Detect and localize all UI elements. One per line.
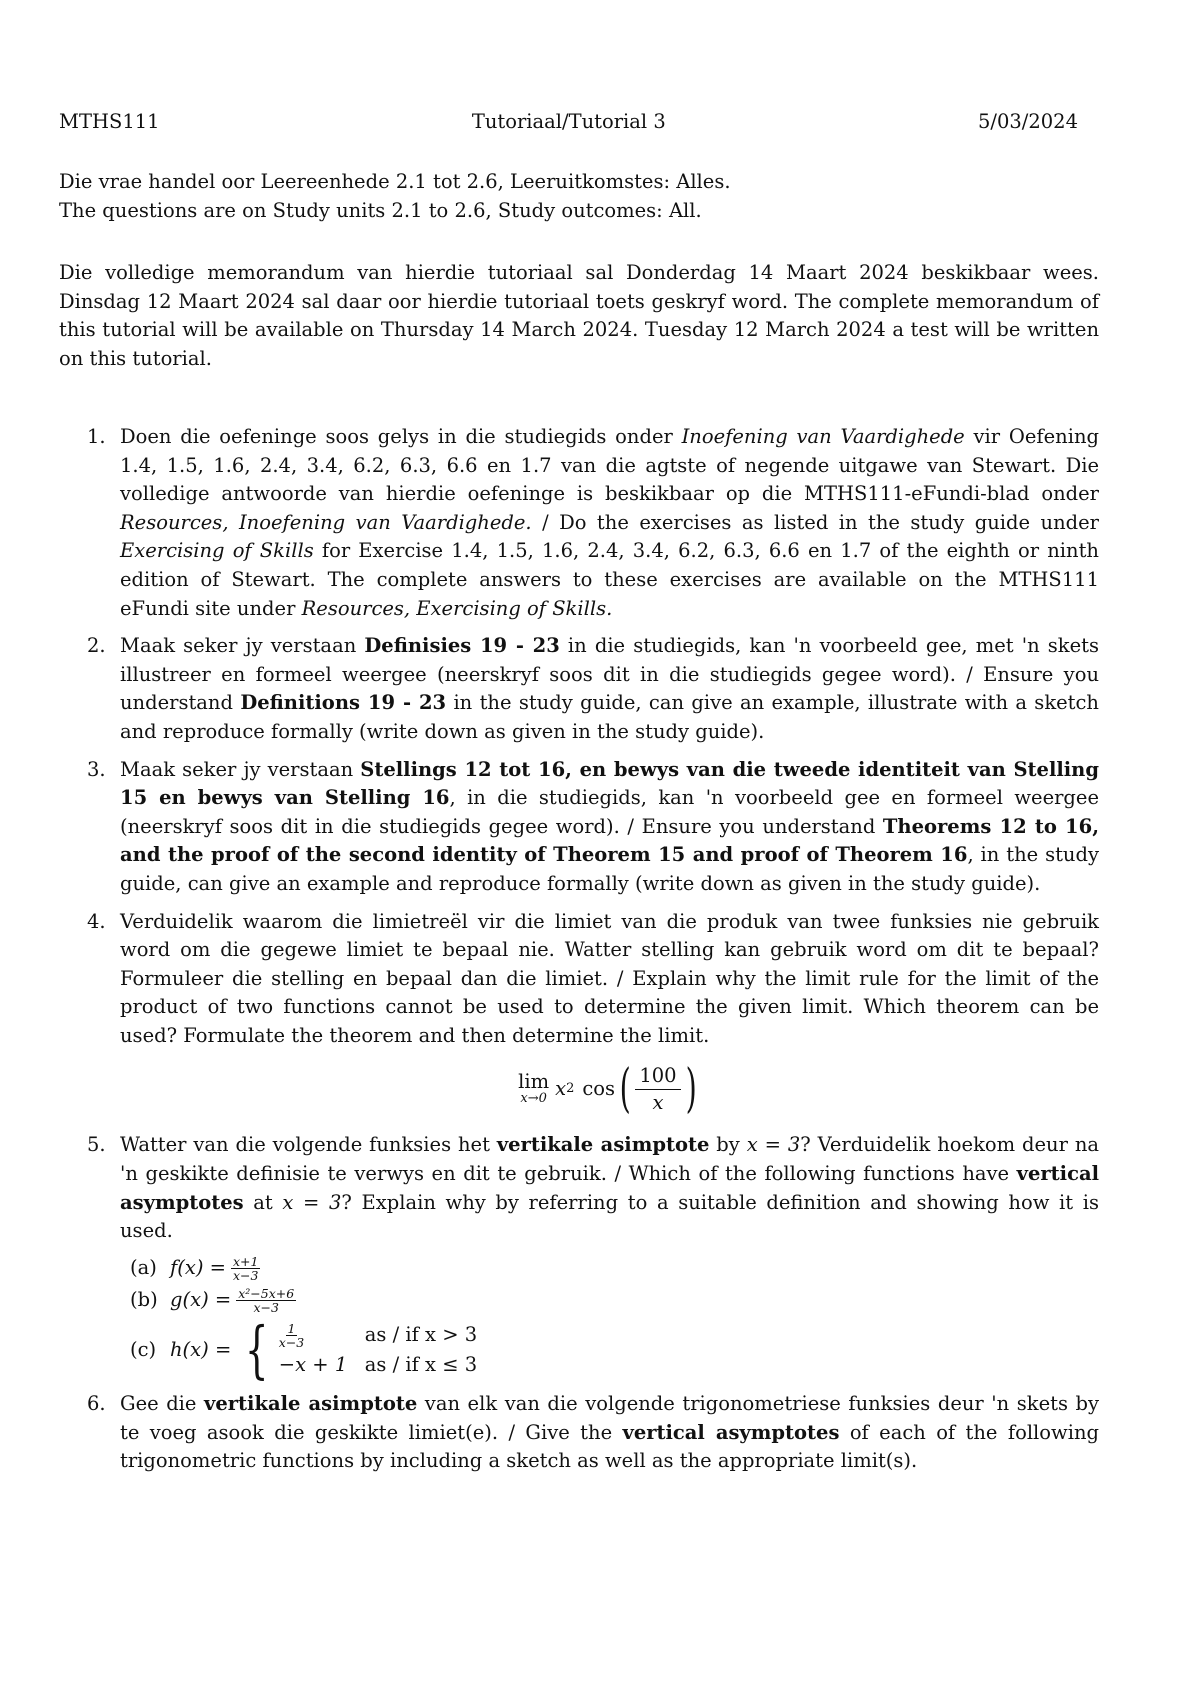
emphasis: Resources, Exercising of Skills. xyxy=(301,596,613,620)
numerator: 1 xyxy=(287,1320,296,1336)
denominator: x−3 xyxy=(232,1267,259,1283)
sub-question-b xyxy=(130,1286,1099,1315)
intro-english: The questions are on Study units 2.1 to 2.6, Study outcomes: All. xyxy=(59,198,702,222)
text: , in the study guide, can give an example and reproduce formally (write down as given in the study guide). xyxy=(120,843,1099,895)
function-lhs: g(x) = xyxy=(170,1288,232,1312)
text: Maak seker jy verstaan xyxy=(120,757,361,781)
bold-text: Theorems 12 to 16, and the proof of the second identity of Theorem 15 and proof of Theorem 16 xyxy=(120,814,1099,867)
text: at xyxy=(243,1190,283,1214)
fraction xyxy=(231,1255,260,1282)
question-2 xyxy=(59,632,1099,746)
piecewise-function xyxy=(237,1313,478,1387)
case-condition: as / if x > 3 xyxy=(364,1322,478,1346)
sub-label: (a) xyxy=(130,1255,157,1279)
function-lhs: f(x) = xyxy=(170,1255,226,1279)
course-code: MTHS111 xyxy=(59,110,160,133)
sub-label: (c) xyxy=(130,1337,157,1361)
cases xyxy=(279,1320,477,1380)
exponent: 2 xyxy=(566,1081,575,1097)
question-4 xyxy=(59,908,1099,1123)
case-1 xyxy=(279,1320,477,1350)
bold-text: Stellings 12 tot 16, en bewys van die tweede identiteit van Stelling 15 en bewys van Stelling 16 xyxy=(120,757,1099,810)
function-lhs: h(x) = xyxy=(170,1337,232,1361)
fraction xyxy=(236,1287,296,1314)
sub-question-a xyxy=(130,1254,1099,1283)
question-number: 2. xyxy=(87,634,106,658)
case-condition: as / if x ≤ 3 xyxy=(364,1352,478,1376)
right-paren: ) xyxy=(685,1059,697,1120)
question-6 xyxy=(59,1390,1099,1476)
sub-question-list xyxy=(120,1253,1099,1387)
question-5 xyxy=(59,1131,1100,1387)
question-1 xyxy=(59,423,1099,623)
text: Gee die xyxy=(120,1392,205,1416)
sub-label: (b) xyxy=(130,1288,158,1312)
text: for Exercise 1.4, 1.5, 1.6, 2.4, 3.4, 6.2, 6.3, 6.6 en 1.7 of the eighth or ninth edition of Stewart. The complete answers to these exercises are available on the MTHS111 eFundi site under xyxy=(120,539,1099,620)
text: / Do the exercises as listed in the study guide under xyxy=(531,510,1099,534)
emphasis: Resources, Inoefening van Vaardighede. xyxy=(120,510,532,534)
case-expression xyxy=(279,1321,365,1350)
denominator: x xyxy=(652,1090,664,1114)
bold-text: vertical asymptotes xyxy=(120,1162,1099,1214)
text: Watter van die volgende funksies het xyxy=(120,1133,497,1157)
emphasis: Inoefening van Vaardighede xyxy=(681,425,965,448)
text: by xyxy=(709,1133,747,1157)
sub-question-c xyxy=(130,1313,1099,1387)
tutorial-date: 5/03/2024 xyxy=(978,110,1078,133)
emphasis: Exercising of Skills xyxy=(120,539,314,563)
text: van elk van die volgende trigonometriese funksies deur 'n skets by te voeg asook die geskikte limiet(e). / Give the xyxy=(120,1392,1099,1444)
fraction xyxy=(635,1063,680,1116)
limit-operator xyxy=(518,1072,549,1106)
left-paren: ( xyxy=(619,1059,631,1120)
bold-text: Definisies 19 - 23 xyxy=(364,634,560,658)
text: Verduidelik waarom die limietreël vir die limiet van die produk van twee funksies nie gebruik word om die gegewe limiet te bepaal nie. Watter stelling kan gebruik word om dit te bepaal? Formuleer die stelling en bepaal dan die limiet. / Explain why the limit rule for the limit of the product of two functions cannot be used to determine the given limit. Which theorem can be used? Formulate the theorem and then determine the limit. xyxy=(120,909,1099,1047)
question-number: 5. xyxy=(87,1133,106,1157)
left-brace: { xyxy=(245,1313,269,1387)
numerator: 100 xyxy=(635,1063,680,1090)
math-inline: x = 3 xyxy=(282,1190,342,1214)
bold-text: vertical asymptotes xyxy=(622,1420,840,1444)
case-expression: −x + 1 xyxy=(278,1352,348,1376)
text: ? Verduidelik hoekom deur na 'n geskikte definisie te verwys en dit te gebruik. / Which of the following functions have xyxy=(120,1133,1099,1186)
case-2 xyxy=(279,1350,477,1380)
question-list xyxy=(59,423,1099,1476)
question-number: 4. xyxy=(87,909,106,933)
text: vir Oefening 1.4, 1.5, 1.6, 2.4, 3.4, 6.2, 6.3, 6.6 en 1.7 van die agtste of negende uitgawe van Stewart. Die volledige antwoorde van hierdie oefeninge is beskikbaar op die MTHS111-eFundi-blad onder xyxy=(120,425,1099,506)
text: in the study guide, can give an example, illustrate with a sketch and reproduce formally (write down as given in the study guide). xyxy=(120,691,1099,743)
lim-label: lim xyxy=(518,1070,550,1094)
tutorial-title: Tutoriaal/Tutorial 3 xyxy=(471,110,666,133)
cos-function: cos xyxy=(582,1077,616,1101)
base-variable: x xyxy=(555,1077,567,1101)
text: of each of the following trigonometric functions by including a sketch as well as the appropriate limit(s). xyxy=(120,1420,1099,1473)
fraction xyxy=(279,1322,304,1349)
numerator: x+1 xyxy=(232,1253,259,1269)
question-3 xyxy=(59,756,1099,899)
bold-text: Definitions 19 - 23 xyxy=(240,691,447,715)
intro xyxy=(59,168,1099,225)
text: Maak seker jy verstaan xyxy=(120,634,365,658)
text: in die studiegids, kan 'n voorbeeld gee, met 'n skets illustreer en formeel weergee (neerskryf soos dit in die studiegids gegee word). / Ensure you understand xyxy=(120,634,1099,715)
memorandum-notice: Die volledige memorandum van hierdie tutoriaal sal Donderdag 14 Maart 2024 beskikbaar wees. Dinsdag 12 Maart 2024 sal daar oor hierdie tutoriaal toets geskryf word. The complete memorandum of this tutorial will be available on Thursday 14 March 2024. Tuesday 12 March 2024 a test will be written on this tutorial. xyxy=(59,261,1099,370)
numerator: x²−5x+6 xyxy=(238,1286,295,1302)
text: Doen die oefeninge soos gelys in die studiegids onder xyxy=(120,425,682,448)
question-number: 3. xyxy=(87,757,106,781)
question-number: 1. xyxy=(87,425,106,448)
denominator: x−3 xyxy=(278,1334,305,1350)
denominator: x−3 xyxy=(253,1300,279,1316)
page-header xyxy=(59,108,1078,137)
limit-expression xyxy=(120,1056,1099,1122)
text: , in die studiegids, kan 'n voorbeeld gee en formeel weergee (neerskryf soos dit in die studiegids gegee word). / Ensure you understand xyxy=(120,786,1099,838)
math-inline: x = 3 xyxy=(746,1133,801,1157)
intro-afrikaans: Die vrae handel oor Leereenhede 2.1 tot 2.6, Leeruitkomstes: Alles. xyxy=(59,170,731,193)
bold-text: vertikale asimptote xyxy=(204,1392,418,1416)
text: ? Explain why by referring to a suitable definition and showing how it is used. xyxy=(120,1190,1100,1243)
lim-subscript: x→0 xyxy=(520,1091,547,1107)
question-number: 6. xyxy=(87,1392,106,1416)
bold-text: vertikale asimptote xyxy=(496,1133,710,1157)
